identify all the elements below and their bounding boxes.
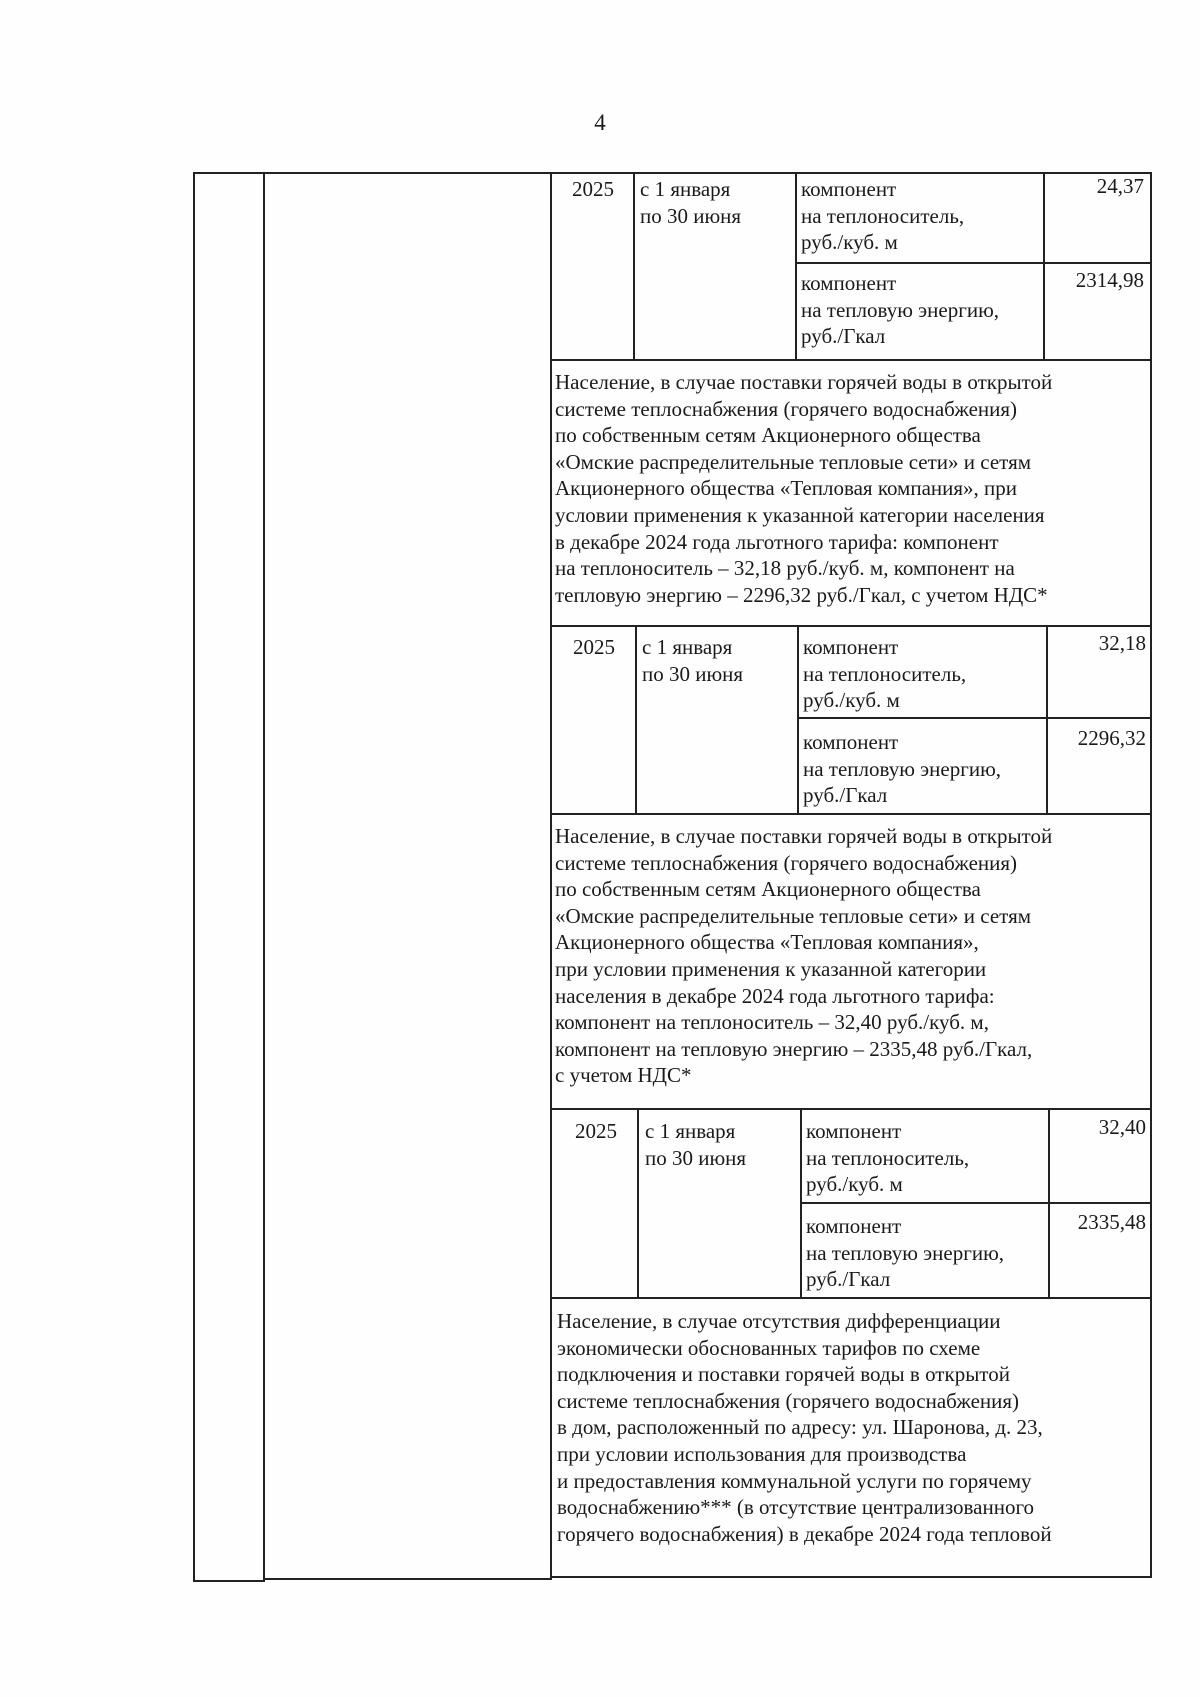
- column-divider: [797, 625, 799, 814]
- table-bottom-border: [550, 1576, 1152, 1578]
- component-label: компонент на теплоноситель, руб./куб. м: [803, 635, 967, 712]
- column-divider: [795, 172, 797, 360]
- column-divider: [550, 172, 552, 1580]
- tariff-value: 2314,98: [1075, 268, 1144, 292]
- component-label: компонент на теплоноситель, руб./куб. м: [801, 177, 965, 254]
- column-divider: [1043, 172, 1045, 360]
- column-divider: [1046, 625, 1048, 814]
- tariff-value: 24,37: [1096, 174, 1144, 198]
- period-cell: с 1 января по 30 июня: [645, 1119, 747, 1170]
- consumer-category-description: Население, в случае поставки горячей воды в открытой системе теплоснабжения (горячего водоснабжения) по собственным сетям Акционерного общества «Омские распределительные тепловые сети» и сетям Акционерного общества «Тепловая компания», при условии применения к указанной категории населения в декабре 2024 года льготного тарифа: компонент на теплоноситель – 32,18 руб./куб. м, компонент на тепловую энергию – 2296,32 руб./Гкал, с учетом НДС*: [555, 370, 1053, 607]
- table-bottom-border: [193, 1580, 265, 1582]
- year-cell: 2025: [575, 1119, 617, 1143]
- tariff-value: 32,40: [1098, 1115, 1146, 1139]
- tariff-value: 2296,32: [1077, 726, 1146, 750]
- row-divider: [797, 717, 1152, 719]
- page-number: 4: [594, 110, 606, 135]
- table-bottom-border: [263, 1578, 552, 1580]
- row-divider: [550, 359, 1152, 361]
- component-label: компонент на тепловую энергию, руб./Гкал: [801, 271, 1000, 348]
- period-cell: с 1 января по 30 июня: [640, 177, 742, 228]
- row-divider: [800, 1202, 1152, 1204]
- row-divider: [795, 262, 1152, 264]
- row-divider: [550, 625, 1152, 627]
- row-divider: [550, 813, 1152, 815]
- table-right-border: [1150, 172, 1152, 1578]
- component-label: компонент на тепловую энергию, руб./Гкал: [806, 1214, 1005, 1291]
- table-left-border: [193, 172, 195, 1582]
- consumer-category-description: Население, в случае отсутствия дифференциации экономически обоснованных тарифов по схеме подключения и поставки горячей воды в открытой системе теплоснабжения (горячего водоснабжения) в дом, расположенный по адресу: ул. Шаронова, д. 23, при условии использования для производства и предоставления коммунальной услуги по горячему водоснабжению*** (в отсутствие централизованного горячего водоснабжения) в декабре 2024 года тепловой: [557, 1309, 1052, 1546]
- component-label: компонент на теплоноситель, руб./куб. м: [806, 1119, 970, 1196]
- tariff-value: 2335,48: [1077, 1210, 1146, 1234]
- table-top-border: [193, 172, 1151, 174]
- component-label: компонент на тепловую энергию, руб./Гкал: [803, 730, 1002, 807]
- period-cell: с 1 января по 30 июня: [642, 635, 744, 686]
- tariff-value: 32,18: [1098, 631, 1146, 655]
- column-divider: [633, 172, 635, 360]
- row-divider: [550, 1297, 1152, 1299]
- column-divider: [637, 1108, 639, 1298]
- column-divider: [635, 625, 637, 814]
- consumer-category-description: Население, в случае поставки горячей воды в открытой системе теплоснабжения (горячего водоснабжения) по собственным сетям Акционерного общества «Омские распределительные тепловые сети» и сетям Акционерного общества «Тепловая компания», при условии применения к указанной категории населения в декабре 2024 года льготного тарифа: компонент на теплоноситель – 32,40 руб./куб. м, компонент на тепловую энергию – 2335,48 руб./Гкал, с учетом НДС*: [555, 824, 1053, 1088]
- row-divider: [550, 1108, 1152, 1110]
- year-cell: 2025: [573, 635, 615, 659]
- year-cell: 2025: [572, 177, 614, 201]
- column-divider: [263, 172, 265, 1582]
